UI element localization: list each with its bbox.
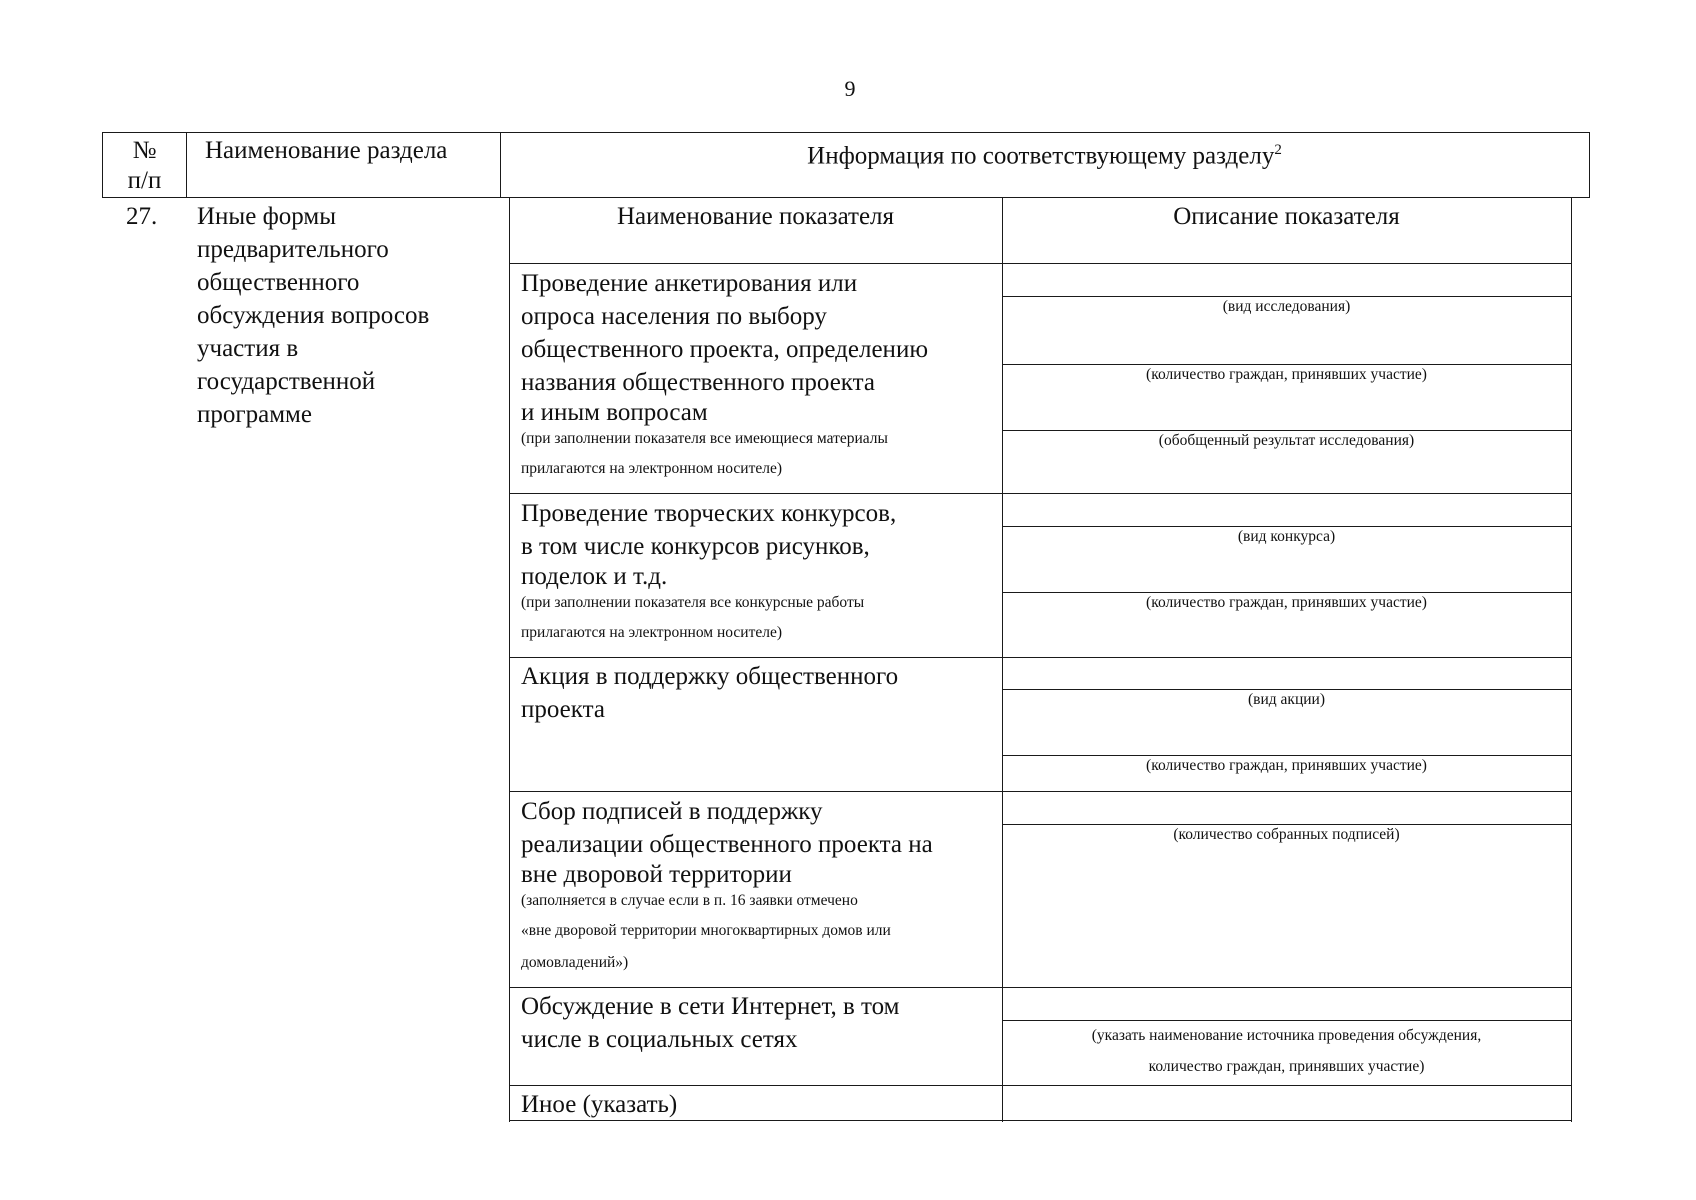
inner-row-line [509, 987, 1571, 988]
indicator-name-header: Наименование показателя [616, 203, 895, 230]
indicator-1-caption: (вид исследования) [1222, 298, 1351, 315]
indicator-desc-header: Описание показателя [1173, 203, 1400, 230]
header-bottom-border [102, 197, 1590, 198]
indicator-1-name: Проведение анкетирования или опроса населения по выбору общественного проекта, определению названия общественного проекта и иным вопросам (при заполнении показателя все имеющиеся материалы прилагаются на электронном носителе) [521, 270, 928, 477]
inner-row-line [509, 791, 1571, 792]
indicator-5-caption: (указать наименование источника проведения обсуждения, количество граждан, принявших участие) [1091, 1027, 1482, 1075]
inner-left-border [509, 197, 510, 1122]
indicator-5-name: Обсуждение в сети Интернет, в том числе в социальных сетях [521, 993, 900, 1053]
page-number: 9 [844, 76, 856, 101]
indicator-3-name: Акция в поддержку общественного проекта [521, 663, 899, 723]
header-number-label: № п/п [127, 137, 162, 194]
row-number: 27. [126, 203, 158, 230]
header-col-divider-1 [186, 132, 187, 197]
indicator-3-caption: (количество граждан, принявших участие) [1146, 757, 1427, 774]
header-section-label: Наименование раздела [205, 137, 448, 164]
indicator-4-name: Сбор подписей в поддержку реализации общественного проекта на вне дворовой территории (заполняется в случае если в п. 16 заявки отмечено «вне дворовой территории многоквартирных домов или домовладений») [521, 798, 933, 971]
inner-row-line [509, 493, 1571, 494]
indicator-6-name: Иное (указать) [521, 1091, 678, 1118]
indicator-2-name: Проведение творческих конкурсов, в том числе конкурсов рисунков, поделок и т.д. (при заполнении показателя все конкурсные работы прилагаются на электронном носителе) [521, 500, 897, 641]
inner-row-line [509, 263, 1571, 264]
indicator-2-caption: (количество граждан, принявших участие) [1146, 594, 1427, 611]
indicator-4-caption: (количество собранных подписей) [1173, 826, 1400, 843]
inner-col-divider [1002, 197, 1003, 1122]
footnote-marker: 2 [1274, 142, 1282, 158]
inner-row-line [509, 1085, 1571, 1086]
section-name: Иные формы предварительного общественного обсуждения вопросов участия в государственной программе [197, 203, 430, 428]
indicator-2-caption: (вид конкурса) [1237, 528, 1336, 545]
inner-right-border [1571, 197, 1572, 1122]
header-info-label: Информация по соответствующему разделу$^2$ [807, 142, 1282, 170]
indicator-1-caption: (количество граждан, принявших участие) [1146, 366, 1427, 383]
header-right-border [1589, 132, 1590, 197]
indicator-3-caption: (вид акции) [1248, 691, 1325, 708]
inner-row-line [509, 657, 1571, 658]
header-top-border [102, 132, 1590, 133]
indicator-1-caption: (обобщенный результат исследования) [1158, 432, 1415, 449]
